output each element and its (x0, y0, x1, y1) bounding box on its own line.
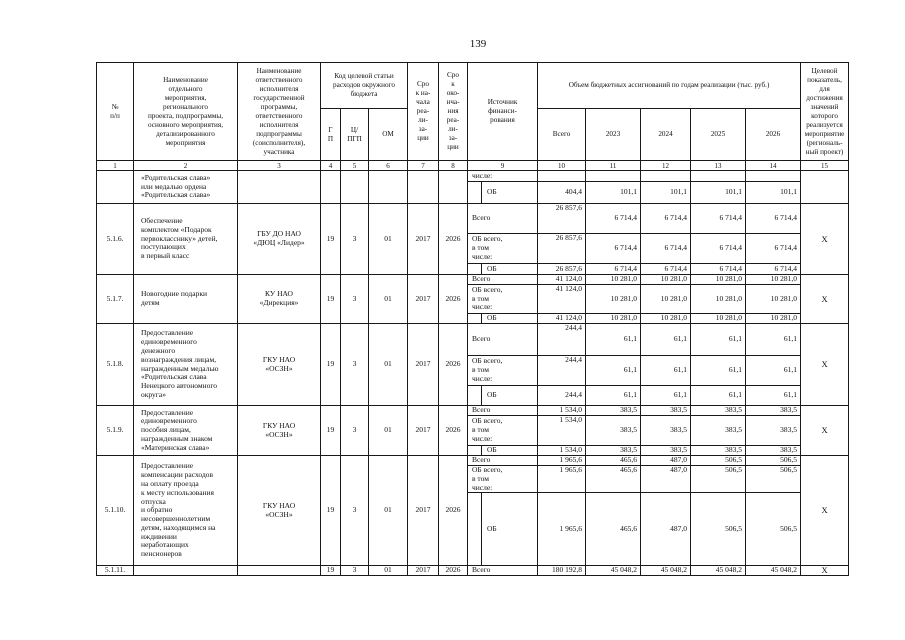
value-2025-cell: 61,1 (691, 386, 746, 406)
value-2024-cell: 383,5 (641, 406, 691, 416)
executor-cell (238, 566, 321, 576)
value-2024-cell: 45 048,2 (641, 566, 691, 576)
header-year-2026: 2026 (746, 109, 801, 161)
value-2026-cell: 506,5 (746, 456, 801, 466)
source-indent-cell (468, 182, 482, 204)
value-2023-cell: 45 048,2 (586, 566, 641, 576)
code-gp-cell: 19 (321, 204, 341, 275)
code-om-cell: 01 (369, 406, 408, 456)
value-2023-cell (586, 171, 641, 182)
row-number-cell (97, 171, 134, 204)
source-indent-cell (468, 446, 482, 456)
value-2025-cell: 10 281,0 (691, 275, 746, 285)
executor-cell: КУ НАО «Дирекция» (238, 275, 321, 324)
header-funding-source: Источник финанси- рования (468, 63, 538, 161)
value-2023-cell: 61,1 (586, 324, 641, 356)
value-2024-cell (641, 171, 691, 182)
source-label-cell: Всего (468, 456, 538, 466)
value-2025-cell: 45 048,2 (691, 566, 746, 576)
source-indent-cell (468, 386, 482, 406)
event-name-cell: Предоставление единовременного пособия лицам, награжденным знаком «Материнская слава» (134, 406, 238, 456)
source-label-cell: Всего (468, 406, 538, 416)
value-2025-cell: 6 714,4 (691, 234, 746, 264)
executor-cell: ГКУ НАО «ОСЗН» (238, 324, 321, 406)
end-year-cell: 2026 (439, 406, 468, 456)
value-total-cell: 41 124,0 (538, 275, 586, 285)
code-gp-cell: 19 (321, 566, 341, 576)
value-total-cell: 26 857,6 (538, 234, 586, 264)
source-label-cell: ОБ (482, 493, 538, 566)
row-number-cell: 5.1.9. (97, 406, 134, 456)
value-2024-cell: 6 714,4 (641, 234, 691, 264)
source-label-cell: Всего (468, 324, 538, 356)
code-cpgp-cell (341, 171, 369, 204)
value-2026-cell: 101,1 (746, 182, 801, 204)
value-2026-cell: 61,1 (746, 324, 801, 356)
value-total-cell: 26 857,6 (538, 264, 586, 275)
source-label-cell: ОБ всего, в том числе: (468, 416, 538, 446)
header-target-indicator: Целевой показатель, для достижения значений которого реализуется мероприятие (региональ- ный проект) (801, 63, 849, 161)
value-2026-cell: 10 281,0 (746, 314, 801, 324)
start-year-cell: 2017 (408, 566, 439, 576)
header-code-gp: Г П (321, 109, 341, 161)
source-indent-cell (468, 493, 482, 566)
target-indicator-cell: X (801, 456, 849, 566)
event-name-cell: Новогодние подарки детям (134, 275, 238, 324)
table-row (97, 406, 849, 416)
page-number: 139 (469, 38, 487, 50)
column-number: 6 (369, 161, 408, 171)
value-2023-cell: 383,5 (586, 446, 641, 456)
source-indent-cell (468, 264, 482, 275)
code-gp-cell (321, 171, 341, 204)
code-om-cell (369, 171, 408, 204)
value-2024-cell: 10 281,0 (641, 285, 691, 314)
source-label-cell: числе: (468, 171, 538, 182)
code-om-cell: 01 (369, 275, 408, 324)
value-2023-cell: 465,6 (586, 466, 641, 493)
value-2023-cell: 465,6 (586, 456, 641, 466)
header-year-2024: 2024 (641, 109, 691, 161)
executor-cell: ГКУ НАО «ОСЗН» (238, 406, 321, 456)
value-2026-cell: 61,1 (746, 356, 801, 386)
value-2024-cell: 61,1 (641, 324, 691, 356)
value-total-cell: 244,4 (538, 324, 586, 356)
source-indent-cell (468, 314, 482, 324)
value-2023-cell: 61,1 (586, 386, 641, 406)
value-2026-cell: 6 714,4 (746, 264, 801, 275)
value-2025-cell: 10 281,0 (691, 314, 746, 324)
value-2025-cell: 506,5 (691, 456, 746, 466)
row-number-cell: 5.1.11. (97, 566, 134, 576)
value-2026-cell (746, 171, 801, 182)
budget-table (96, 62, 849, 576)
header-code-cpgp: Ц/ ПГП (341, 109, 369, 161)
column-number: 7 (408, 161, 439, 171)
value-2025-cell: 506,5 (691, 466, 746, 493)
value-2026-cell: 506,5 (746, 466, 801, 493)
value-2026-cell: 61,1 (746, 386, 801, 406)
source-label-cell: Всего (468, 204, 538, 234)
value-2024-cell: 6 714,4 (641, 264, 691, 275)
header-year-2023: 2023 (586, 109, 641, 161)
value-2023-cell: 6 714,4 (586, 204, 641, 234)
header-event-name: Наименование отдельного мероприятия, регионального проекта, подпрограммы, основного мероприятия, детализированного мероприятия (134, 63, 238, 161)
value-total-cell: 1 965,6 (538, 493, 586, 566)
target-indicator-cell (801, 171, 849, 204)
header-budget-code: Код целевой статьи расходов окружного бюджета (321, 63, 408, 109)
value-2023-cell: 6 714,4 (586, 264, 641, 275)
end-year-cell: 2026 (439, 324, 468, 406)
value-2025-cell: 10 281,0 (691, 285, 746, 314)
value-2025-cell: 506,5 (691, 493, 746, 566)
code-om-cell: 01 (369, 324, 408, 406)
header-executor: Наименование ответственного исполнителя государственной программы, ответственного исполнителя подпрограммы (соисполнителя), участника (238, 63, 321, 161)
value-2023-cell: 383,5 (586, 406, 641, 416)
column-number: 5 (341, 161, 369, 171)
column-number: 11 (586, 161, 641, 171)
value-2024-cell: 487,0 (641, 456, 691, 466)
event-name-cell: Обеспечение комплектом «Подарок первокласснику» детей, поступающих в первый класс (134, 204, 238, 275)
value-total-cell: 1 965,6 (538, 456, 586, 466)
column-number: 8 (439, 161, 468, 171)
value-total-cell: 1 965,6 (538, 466, 586, 493)
target-indicator-cell: X (801, 406, 849, 456)
column-number: 2 (134, 161, 238, 171)
start-year-cell: 2017 (408, 456, 439, 566)
column-number: 12 (641, 161, 691, 171)
value-2026-cell: 10 281,0 (746, 285, 801, 314)
value-2026-cell: 45 048,2 (746, 566, 801, 576)
code-gp-cell: 19 (321, 406, 341, 456)
end-year-cell: 2026 (439, 204, 468, 275)
value-total-cell: 41 124,0 (538, 314, 586, 324)
event-name-cell: Предоставление единовременного денежного вознаграждения лицам, награжденным медалью «Родительская слава Ненецкого автономного округа» (134, 324, 238, 406)
value-2026-cell: 506,5 (746, 493, 801, 566)
target-indicator-cell: X (801, 324, 849, 406)
source-label-cell: ОБ всего, в том числе: (468, 356, 538, 386)
column-number: 3 (238, 161, 321, 171)
table-row (97, 275, 849, 285)
start-year-cell: 2017 (408, 204, 439, 275)
source-label-cell: ОБ (482, 182, 538, 204)
value-2023-cell: 383,5 (586, 416, 641, 446)
value-total-cell: 41 124,0 (538, 285, 586, 314)
table-row (97, 171, 849, 182)
value-2024-cell: 61,1 (641, 386, 691, 406)
value-2025-cell: 61,1 (691, 324, 746, 356)
value-2023-cell: 465,6 (586, 493, 641, 566)
value-2025-cell: 6 714,4 (691, 264, 746, 275)
value-2023-cell: 61,1 (586, 356, 641, 386)
code-gp-cell: 19 (321, 324, 341, 406)
column-number: 9 (468, 161, 538, 171)
value-total-cell: 180 192,8 (538, 566, 586, 576)
executor-cell: ГКУ НАО «ОСЗН» (238, 456, 321, 566)
event-name-cell: Предоставление компенсации расходов на оплату проезда к месту использования отпуска и обратно несовершеннолетним детям, находящимся на иждивении неработающих пенсионеров (134, 456, 238, 566)
code-om-cell: 01 (369, 566, 408, 576)
code-om-cell: 01 (369, 204, 408, 275)
header-row (97, 63, 849, 109)
end-year-cell: 2026 (439, 566, 468, 576)
value-total-cell: 244,4 (538, 356, 586, 386)
value-2025-cell: 383,5 (691, 406, 746, 416)
value-total-cell (538, 171, 586, 182)
value-total-cell: 1 534,0 (538, 406, 586, 416)
table-row (97, 204, 849, 234)
value-2026-cell: 10 281,0 (746, 275, 801, 285)
value-2024-cell: 10 281,0 (641, 275, 691, 285)
value-total-cell: 404,4 (538, 182, 586, 204)
code-gp-cell: 19 (321, 456, 341, 566)
target-indicator-cell: X (801, 275, 849, 324)
header-end-year: Сро к око- нча- ния реа- ли- за- ции (439, 63, 468, 161)
code-cpgp-cell: 3 (341, 566, 369, 576)
value-2026-cell: 383,5 (746, 446, 801, 456)
value-2025-cell: 383,5 (691, 446, 746, 456)
code-gp-cell: 19 (321, 275, 341, 324)
value-2026-cell: 383,5 (746, 406, 801, 416)
row-number-cell: 5.1.7. (97, 275, 134, 324)
source-label-cell: Всего (468, 566, 538, 576)
code-om-cell: 01 (369, 456, 408, 566)
target-indicator-cell: X (801, 204, 849, 275)
source-label-cell: ОБ (482, 386, 538, 406)
source-label-cell: Всего (468, 275, 538, 285)
header-row-number: № п/п (97, 63, 134, 161)
value-2024-cell: 6 714,4 (641, 204, 691, 234)
value-total-cell: 244,4 (538, 386, 586, 406)
row-number-cell: 5.1.8. (97, 324, 134, 406)
table-row (97, 324, 849, 356)
code-cpgp-cell: 3 (341, 204, 369, 275)
value-2025-cell: 6 714,4 (691, 204, 746, 234)
column-number: 10 (538, 161, 586, 171)
value-2024-cell: 487,0 (641, 466, 691, 493)
column-number: 15 (801, 161, 849, 171)
executor-cell: ГБУ ДО НАО «ДЮЦ «Лидер» (238, 204, 321, 275)
value-2025-cell: 383,5 (691, 416, 746, 446)
column-number: 4 (321, 161, 341, 171)
value-2024-cell: 61,1 (641, 356, 691, 386)
column-number: 1 (97, 161, 134, 171)
end-year-cell: 2026 (439, 275, 468, 324)
value-2023-cell: 6 714,4 (586, 234, 641, 264)
end-year-cell (439, 171, 468, 204)
code-cpgp-cell: 3 (341, 275, 369, 324)
start-year-cell: 2017 (408, 406, 439, 456)
source-label-cell: ОБ всего, в том числе: (468, 285, 538, 314)
target-indicator-cell: X (801, 566, 849, 576)
start-year-cell: 2017 (408, 324, 439, 406)
table-row (97, 566, 849, 576)
value-total-cell: 1 534,0 (538, 416, 586, 446)
value-2024-cell: 487,0 (641, 493, 691, 566)
source-label-cell: ОБ (482, 446, 538, 456)
value-2025-cell: 61,1 (691, 356, 746, 386)
value-2023-cell: 10 281,0 (586, 285, 641, 314)
code-cpgp-cell: 3 (341, 406, 369, 456)
value-2023-cell: 10 281,0 (586, 314, 641, 324)
table-row (97, 456, 849, 466)
code-cpgp-cell: 3 (341, 324, 369, 406)
event-name-cell: «Родительская слава» или медалью ордена «Родительская слава» (134, 171, 238, 204)
value-2024-cell: 383,5 (641, 446, 691, 456)
header-start-year: Сро к на- чала реа- ли- за- ции (408, 63, 439, 161)
value-2024-cell: 10 281,0 (641, 314, 691, 324)
source-label-cell: ОБ всего, в том числе: (468, 234, 538, 264)
value-2026-cell: 383,5 (746, 416, 801, 446)
column-number: 14 (746, 161, 801, 171)
source-label-cell: ОБ (482, 264, 538, 275)
executor-cell (238, 171, 321, 204)
start-year-cell: 2017 (408, 275, 439, 324)
value-2023-cell: 101,1 (586, 182, 641, 204)
header-budget-volume: Объем бюджетных ассигнований по годам реализации (тыс. руб.) (538, 63, 801, 109)
value-2024-cell: 101,1 (641, 182, 691, 204)
header-total: Всего (538, 109, 586, 161)
header-year-2025: 2025 (691, 109, 746, 161)
end-year-cell: 2026 (439, 456, 468, 566)
value-2023-cell: 10 281,0 (586, 275, 641, 285)
value-2026-cell: 6 714,4 (746, 204, 801, 234)
column-number: 13 (691, 161, 746, 171)
source-label-cell: ОБ всего, в том числе: (468, 466, 538, 493)
value-2026-cell: 6 714,4 (746, 234, 801, 264)
event-name-cell (134, 566, 238, 576)
row-number-cell: 5.1.6. (97, 204, 134, 275)
code-cpgp-cell: 3 (341, 456, 369, 566)
header-code-om: ОМ (369, 109, 408, 161)
source-label-cell: ОБ (482, 314, 538, 324)
value-2024-cell: 383,5 (641, 416, 691, 446)
value-total-cell: 26 857,6 (538, 204, 586, 234)
value-2025-cell: 101,1 (691, 182, 746, 204)
value-2025-cell (691, 171, 746, 182)
value-total-cell: 1 534,0 (538, 446, 586, 456)
row-number-cell: 5.1.10. (97, 456, 134, 566)
start-year-cell (408, 171, 439, 204)
column-numbers-row (97, 161, 849, 171)
